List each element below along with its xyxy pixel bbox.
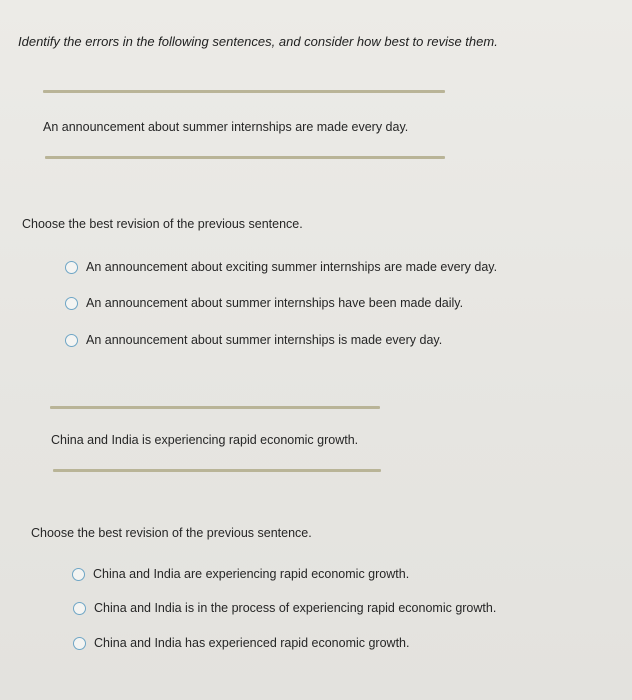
radio-button[interactable] <box>73 602 86 615</box>
radio-button[interactable] <box>65 261 78 274</box>
option-label: An announcement about exciting summer internships are made every day. <box>86 260 498 274</box>
option-label: An announcement about summer internships is made every day. <box>86 333 443 347</box>
sentence-1-bottom-rule <box>45 156 445 159</box>
option-label: China and India are experiencing rapid economic growth. <box>93 567 410 581</box>
question-1-option-1[interactable] <box>65 260 497 274</box>
sentence-2-top-rule <box>50 406 380 409</box>
question-2-prompt: Choose the best revision of the previous sentence. <box>31 526 312 540</box>
radio-button[interactable] <box>65 334 78 347</box>
sentence-1: An announcement about summer internships are made every day. <box>43 120 409 134</box>
question-1-option-2[interactable] <box>65 296 463 310</box>
radio-button[interactable] <box>65 297 78 310</box>
option-label: China and India has experienced rapid economic growth. <box>94 636 410 650</box>
radio-button[interactable] <box>72 568 85 581</box>
option-label: An announcement about summer internships have been made daily. <box>86 296 464 310</box>
question-1-prompt: Choose the best revision of the previous sentence. <box>22 217 303 231</box>
sentence-2: China and India is experiencing rapid economic growth. <box>51 433 359 447</box>
sentence-2-bottom-rule <box>53 469 381 472</box>
instruction-text: Identify the errors in the following sentences, and consider how best to revise them. <box>18 34 498 49</box>
option-label: China and India is in the process of experiencing rapid economic growth. <box>94 601 497 615</box>
sentence-1-top-rule <box>43 90 445 93</box>
question-1-option-3[interactable] <box>65 333 442 347</box>
question-2-option-1[interactable] <box>72 567 409 581</box>
radio-button[interactable] <box>73 637 86 650</box>
question-2-option-2[interactable] <box>73 601 496 615</box>
question-2-option-3[interactable] <box>73 636 409 650</box>
